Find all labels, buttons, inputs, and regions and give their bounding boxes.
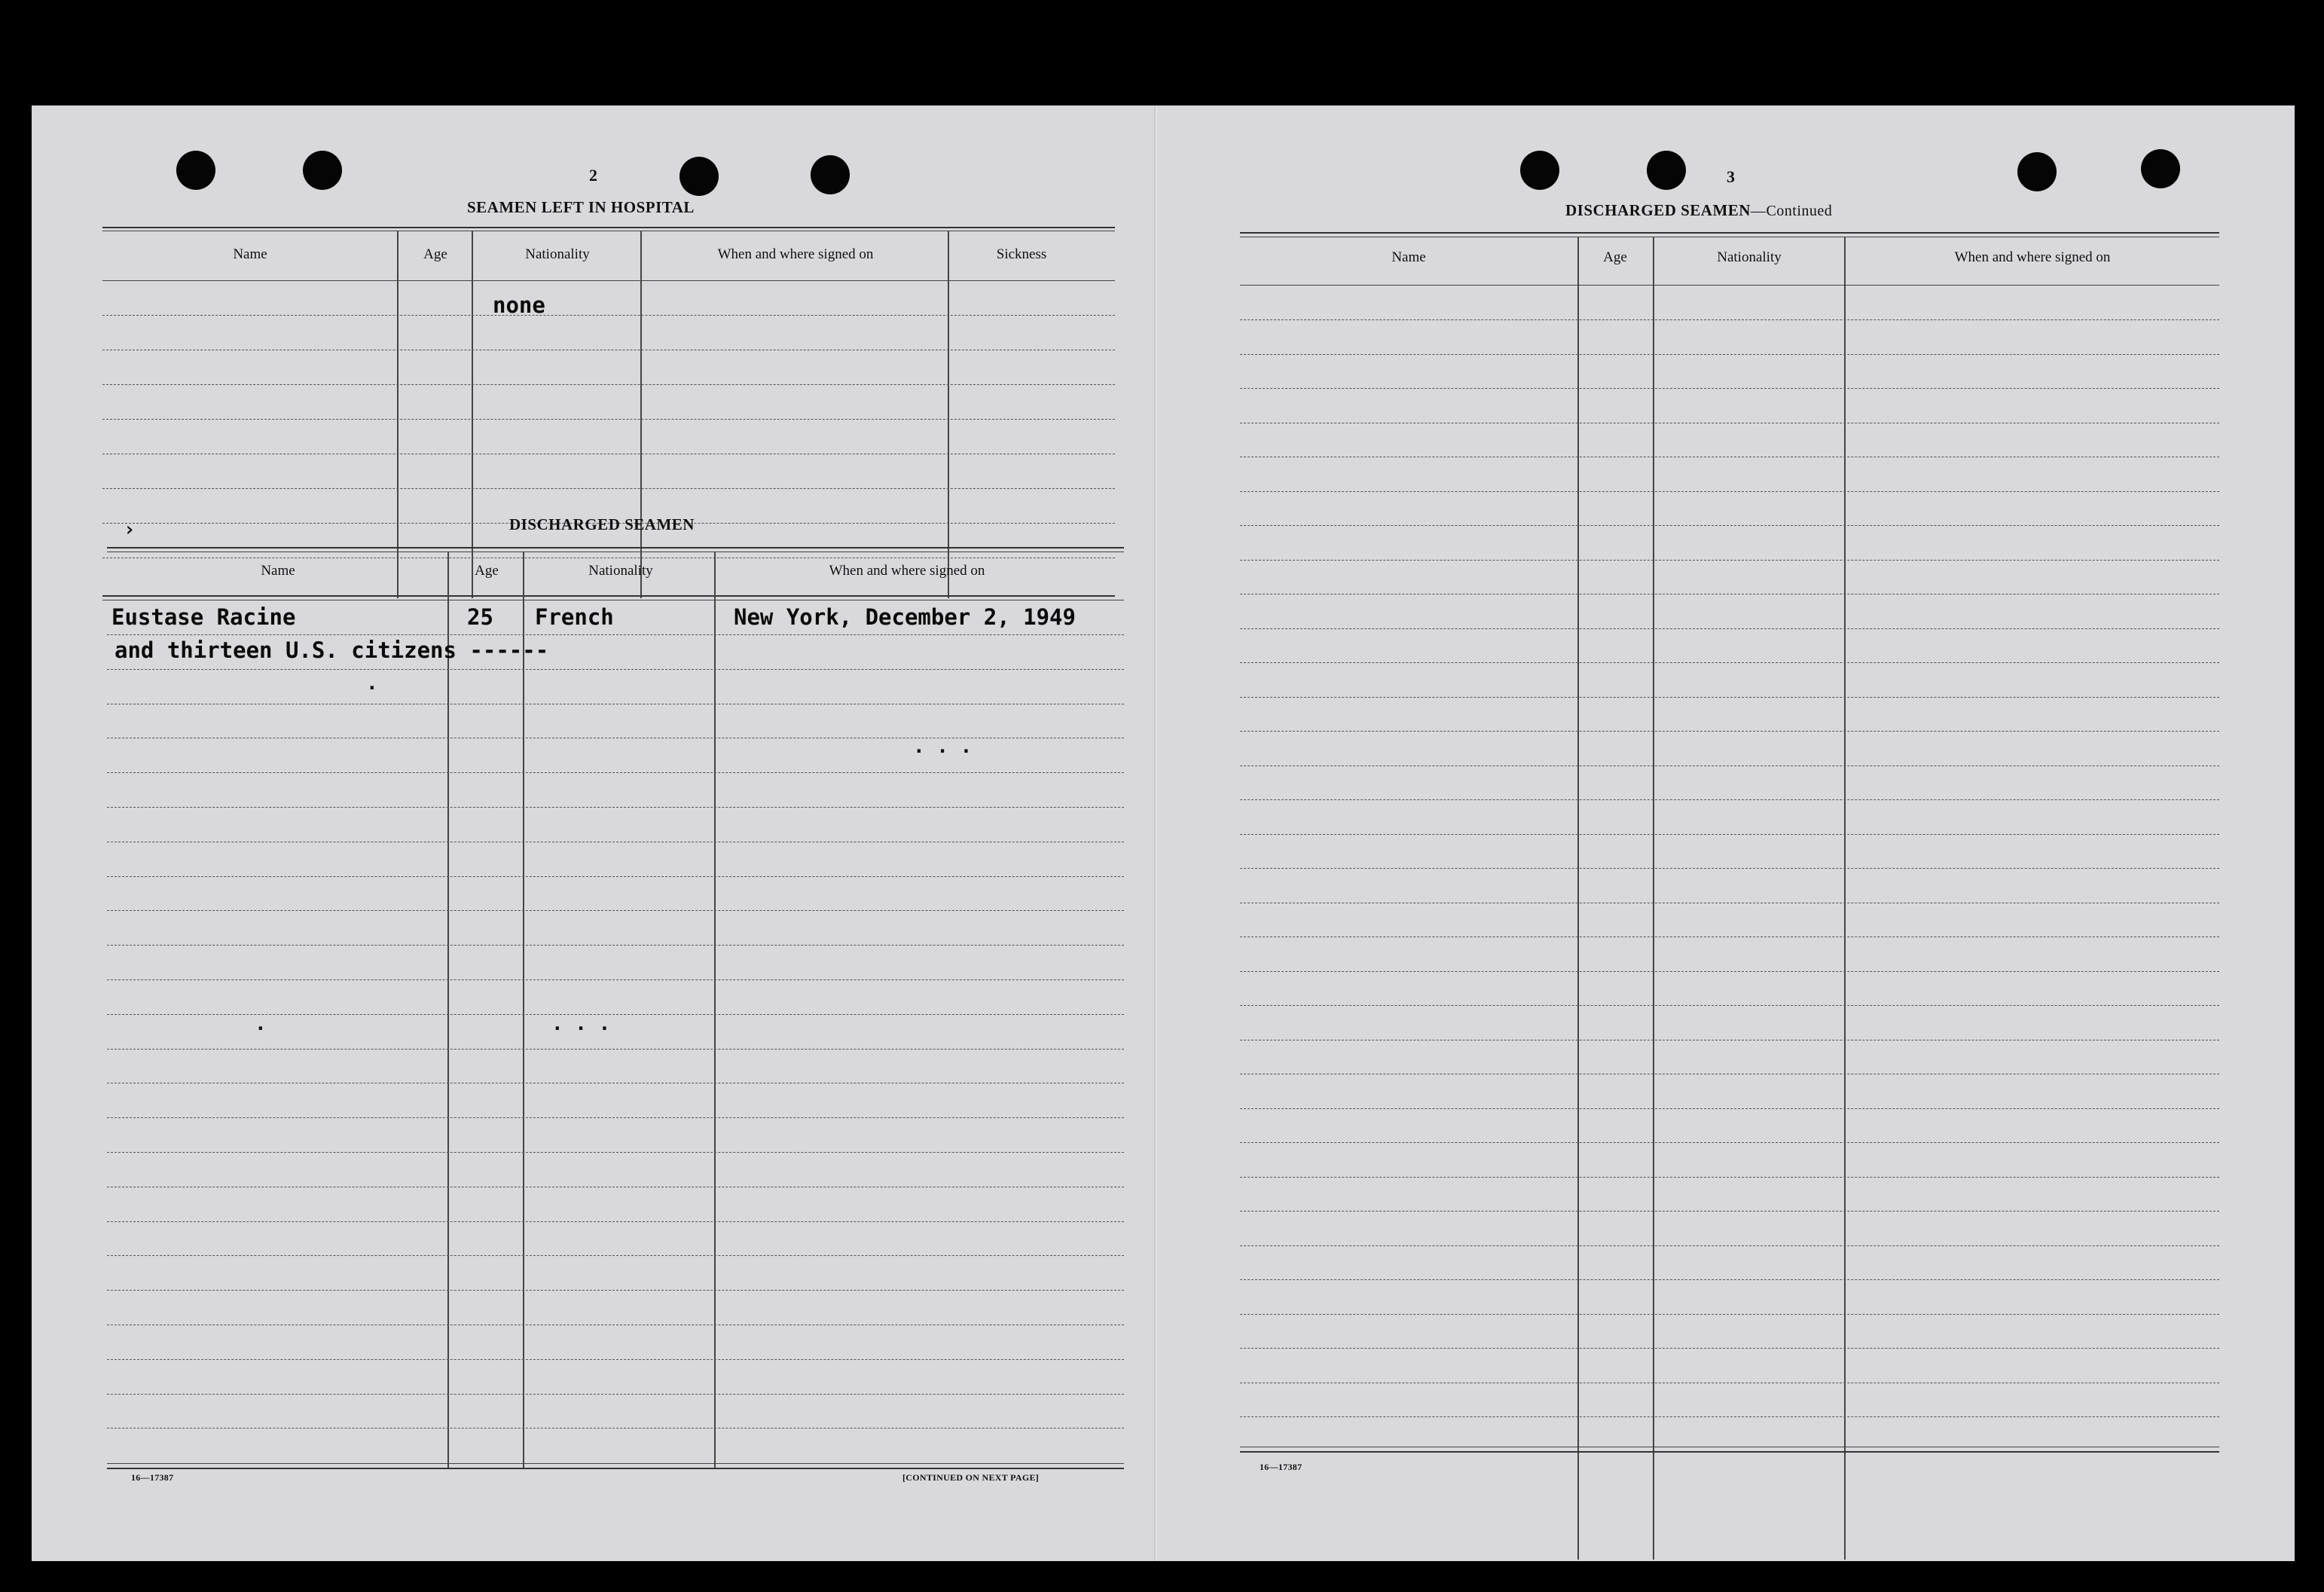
seaman-name: and thirteen U.S. citizens ------	[115, 637, 549, 663]
ruled-line	[1240, 1314, 2219, 1315]
column-header-name: Name	[233, 246, 267, 262]
ruled-line	[1240, 868, 2219, 869]
column-divider	[397, 231, 399, 598]
punch-hole	[1647, 151, 1686, 190]
ruled-line	[1240, 731, 2219, 732]
column-divider	[1577, 237, 1579, 1560]
column-header-nationality: Nationality	[588, 563, 653, 579]
table-rule	[107, 547, 1124, 548]
punch-hole	[1520, 151, 1559, 190]
table-rule	[102, 595, 1115, 597]
ruled-line	[107, 1255, 1124, 1256]
ruled-line	[107, 1359, 1124, 1360]
seaman-name: Eustase Racine	[111, 604, 296, 630]
ruled-line	[1240, 662, 2219, 663]
ruled-line	[107, 1290, 1124, 1291]
ruled-line	[1240, 1005, 2219, 1006]
ink-mark: . . .	[913, 735, 973, 758]
ruled-line	[1240, 1245, 2219, 1246]
table-rule	[1240, 1451, 2219, 1453]
table-rule	[102, 227, 1115, 228]
ruled-line	[1240, 560, 2219, 561]
ink-mark: .	[255, 1013, 267, 1035]
form-number: 16—17387	[131, 1472, 174, 1483]
ruled-line	[102, 315, 1115, 316]
ruled-line	[102, 384, 1115, 385]
column-header-signed-on: When and where signed on	[829, 563, 985, 579]
hospital-nationality-entry: none	[493, 292, 545, 318]
ruled-line	[107, 1117, 1124, 1118]
ruled-line	[1240, 697, 2219, 698]
continued-note: [CONTINUED ON NEXT PAGE]	[902, 1472, 1040, 1483]
ruled-line	[1240, 354, 2219, 355]
ruled-line	[1240, 1348, 2219, 1349]
ruled-line	[107, 1221, 1124, 1222]
column-header-signed-on: When and where signed on	[717, 246, 874, 262]
ruled-line	[107, 1152, 1124, 1153]
column-divider	[472, 231, 473, 598]
ruled-line	[107, 669, 1124, 670]
ruled-line	[107, 1428, 1124, 1429]
seaman-signed-on: New York, December 2, 1949	[734, 604, 1076, 630]
left-page	[32, 105, 1157, 1561]
column-divider	[523, 552, 524, 1468]
header-rule	[102, 280, 1115, 281]
column-header-age: Age	[1603, 249, 1627, 265]
discharged-section-title: DISCHARGED SEAMEN	[509, 515, 695, 533]
ruled-line	[102, 488, 1115, 489]
header-rule	[1240, 285, 2219, 286]
discharged-continued-title	[1565, 201, 1832, 220]
punch-hole	[2017, 152, 2057, 191]
ruled-line	[102, 419, 1115, 420]
column-divider	[948, 231, 949, 598]
column-header-sickness: Sickness	[996, 246, 1047, 262]
title-suffix: —Continued	[1750, 203, 1833, 219]
ruled-line	[1240, 388, 2219, 389]
hospital-section-title: SEAMEN LEFT IN HOSPITAL	[467, 198, 695, 216]
ruled-line	[107, 1049, 1124, 1050]
ruled-line	[1240, 834, 2219, 835]
ruled-line	[1240, 628, 2219, 629]
ruled-line	[107, 979, 1124, 980]
ruled-line	[1240, 971, 2219, 972]
column-divider	[1653, 237, 1654, 1560]
page-number: 3	[1727, 167, 1735, 186]
ink-mark: .	[366, 672, 378, 695]
ruled-line	[1240, 1177, 2219, 1178]
ink-mark: ›	[124, 518, 136, 541]
seaman-age: 25	[467, 604, 493, 630]
ruled-line	[1240, 525, 2219, 526]
punch-hole	[679, 157, 719, 196]
ruled-line	[107, 910, 1124, 911]
column-divider	[640, 231, 642, 598]
punch-hole	[811, 155, 850, 194]
ruled-line	[1240, 1279, 2219, 1280]
ruled-line	[107, 772, 1124, 773]
right-page	[1157, 105, 2295, 1561]
ruled-line	[1240, 799, 2219, 800]
ruled-line	[107, 1394, 1124, 1395]
column-header-signed-on: When and where signed on	[1954, 249, 2111, 265]
punch-hole	[303, 151, 342, 190]
punch-hole	[2141, 149, 2180, 188]
title-text: DISCHARGED SEAMEN	[1565, 201, 1751, 219]
ruled-line	[1240, 1416, 2219, 1417]
column-header-nationality: Nationality	[1717, 249, 1782, 265]
table-rule	[1240, 232, 2219, 234]
ruled-line	[1240, 1211, 2219, 1212]
punch-hole	[176, 151, 215, 190]
ruled-line	[1240, 1142, 2219, 1143]
column-divider	[447, 552, 449, 1468]
column-divider	[714, 552, 716, 1468]
seaman-nationality: French	[535, 604, 614, 630]
ruled-line	[1240, 765, 2219, 766]
ruled-line	[1240, 319, 2219, 320]
column-header-age: Age	[475, 563, 499, 579]
table-rule	[107, 1468, 1124, 1469]
page-number: 2	[589, 166, 597, 185]
ruled-line	[1240, 1108, 2219, 1109]
column-header-nationality: Nationality	[525, 246, 590, 262]
ruled-line	[107, 634, 1124, 635]
ink-mark: . . .	[551, 1013, 611, 1035]
column-divider	[1844, 237, 1846, 1560]
ruled-line	[107, 876, 1124, 877]
ruled-line	[107, 807, 1124, 808]
column-header-age: Age	[423, 246, 447, 262]
column-header-name: Name	[261, 563, 295, 579]
ruled-line	[107, 945, 1124, 946]
table-rule	[107, 1463, 1124, 1464]
column-header-name: Name	[1391, 249, 1426, 265]
form-number: 16—17387	[1260, 1462, 1302, 1472]
ruled-line	[1240, 491, 2219, 492]
